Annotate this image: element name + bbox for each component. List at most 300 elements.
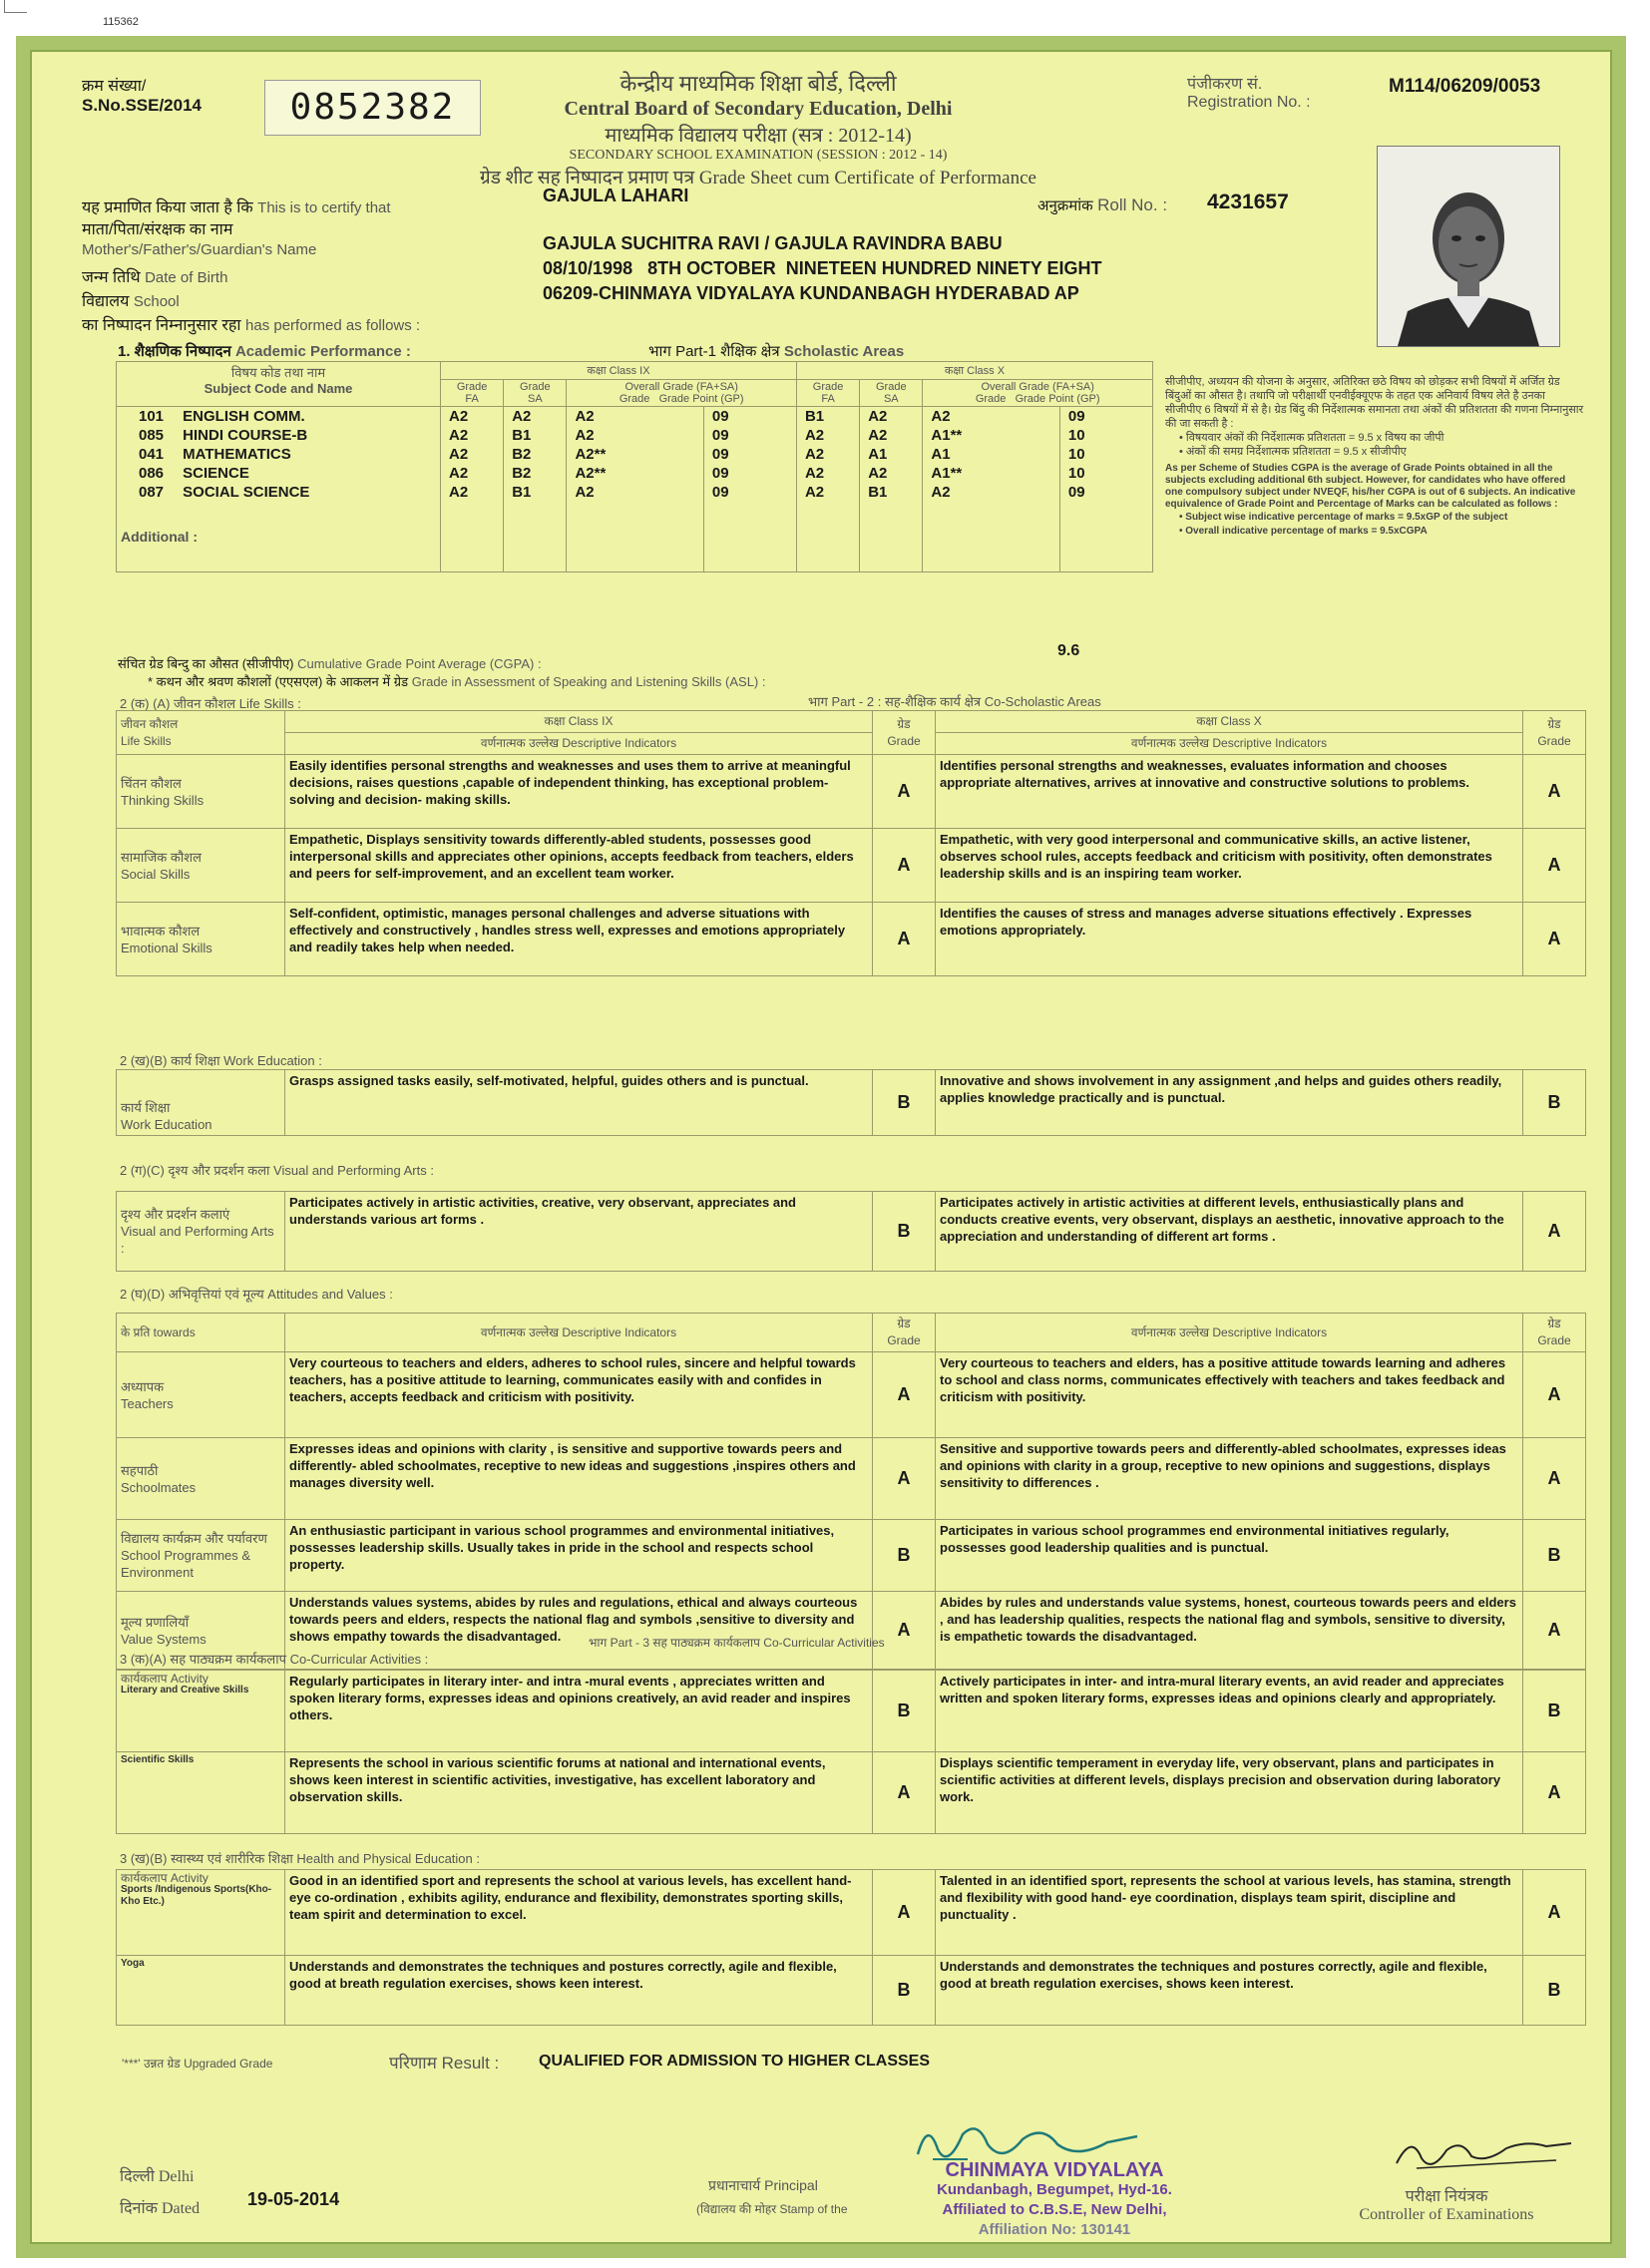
subject-code: 085 [139, 427, 165, 444]
part3-part-hi: भाग [589, 1636, 608, 1650]
attitudes-label [120, 1285, 393, 1303]
roll-number: 4231657 [1207, 190, 1289, 213]
subject-code: 041 [139, 446, 165, 463]
subject-head [117, 362, 441, 407]
stamp-line-2: Kundanbagh, Begumpet, Hyd-16. [937, 2181, 1172, 2198]
subject-name: HINDI COURSE-B [183, 427, 308, 444]
registration-label-en: Registration No. : [1187, 94, 1311, 111]
grade-en: Grade [1537, 1333, 1571, 1347]
cgpa-value: 9.6 [1057, 642, 1080, 659]
dob-label [82, 265, 227, 287]
asl-label [148, 672, 765, 690]
vpa-label-en: Visual and Performing Arts : [273, 1163, 434, 1178]
certify-label-en: This is to certify that [257, 199, 391, 216]
health-pe-label [120, 1849, 480, 1867]
additional-cell [703, 502, 796, 571]
category-cell [117, 1352, 285, 1438]
place-en: Delhi [158, 2168, 195, 2185]
dated-en: Dated [161, 2200, 201, 2217]
activity-head [121, 1872, 280, 1884]
part2-areas-hi: सह-शैक्षिक कार्य क्षेत्र [884, 694, 982, 709]
att-head [117, 1314, 285, 1352]
grade-en: Grade [887, 733, 921, 748]
category-en: Value Systems [121, 1631, 206, 1647]
place-hi: दिल्ली [120, 2168, 155, 2185]
desc-class9: Good in an identified sport and represents the school at various levels, has excellent hand-eye co-ordination , exhibits agility, endurance and flexibility, demonstrates sporting skills, team spirit and determination to excel. [285, 1870, 873, 1956]
subject-name: SOCIAL SCIENCE [183, 484, 310, 501]
grade-class10: A [1523, 1870, 1586, 1956]
activity-cell [117, 1956, 285, 2026]
co-scholastic-row [117, 1956, 1586, 2026]
work-education-table [116, 1069, 1586, 1136]
dob-label-hi: जन्म तिथि [82, 269, 141, 286]
c10-sa-head [860, 380, 923, 407]
grade-class10: A [1523, 903, 1586, 976]
desc-hi: वर्णनात्मक उल्लेख [480, 736, 560, 750]
grade-class9: B [873, 1671, 936, 1752]
parents-label-hi: माता/पिता/संरक्षक का नाम [82, 221, 233, 238]
desc-class9: Self-confident, optimistic, manages personal challenges and adverse situations with effectively and constructively , handles stress well, expresses and emotions appropriately and readily takes help when needed. [285, 903, 873, 976]
part1-title [648, 341, 904, 361]
serial-label-en: S.No.SSE/2014 [82, 96, 203, 115]
part2-part-en: Part - 2 : [831, 694, 882, 709]
vpa-category [117, 1192, 285, 1272]
part1-areas-en: Scholastic Areas [783, 343, 905, 360]
subject-code: 101 [139, 408, 165, 425]
category-en: School Programmes & Environment [121, 1548, 251, 1580]
activity-head-en: Activity [170, 1871, 208, 1885]
c10-gp: Grade Point (GP) [1015, 393, 1100, 405]
place-label [120, 2164, 194, 2186]
subject-name: MATHEMATICS [183, 446, 291, 463]
subject-row [117, 445, 1153, 464]
c9-grade-point: 09 [703, 464, 796, 483]
dob-value: 08/10/1998 8TH OCTOBER NINETEEN HUNDRED NINETY EIGHT [543, 258, 1102, 278]
c10-overall-grade: A1 [923, 445, 1059, 464]
activity-name: Scientific Skills [121, 1754, 195, 1765]
att-desc9-head [285, 1314, 873, 1352]
att-desc10-head [936, 1314, 1523, 1352]
school-label-en: School [133, 293, 180, 310]
life-desc10-head [936, 733, 1523, 755]
school-label [82, 289, 180, 311]
subject-name-cell [117, 445, 441, 464]
additional-cell [860, 502, 923, 571]
c10-sa-grade: A2 [860, 407, 923, 427]
c9-sa-grade: B2 [504, 445, 567, 464]
vpa-desc-class9: Participates actively in artistic activities, creative, very observant, appreciates and understands various art forms . [285, 1192, 873, 1272]
life-label-hi: 2 (क) (A) जीवन कौशल [120, 696, 236, 711]
c9-sa-grade: A2 [504, 407, 567, 427]
c10-fa-grade: A2 [796, 464, 859, 483]
grade-class10: B [1523, 1671, 1586, 1752]
category-cell [117, 1438, 285, 1520]
grade-class10: A [1523, 755, 1586, 829]
desc-class9: Empathetic, Displays sensitivity towards differently-abled students, possesses good interpersonal skills and appreciates other opinions, accepts feedback from teachers, elders and peers for self-improvement, and an excellent team worker. [285, 829, 873, 903]
c9-sa-grade: Grade [520, 381, 551, 393]
category-hi: मूल्य प्रणालियाँ [121, 1614, 190, 1630]
co-scholastic-row [117, 903, 1586, 976]
visual-arts-label [120, 1161, 434, 1179]
c9-overall-grade: A2 [567, 426, 703, 445]
controller-en: Controller of Examinations [1359, 2206, 1534, 2223]
vpa-desc-class10: Participates actively in artistic activities at different levels, enthusiastically plans and conducts creative events, very observant, displays an aesthetic, innovative approach to the appreciation and understanding of different art forms . [936, 1192, 1523, 1272]
stamp-line-1: CHINMAYA VIDYALAYA [945, 2159, 1164, 2181]
board-name-hi: केन्द्रीय माध्यमिक शिक्षा बोर्ड, दिल्ली [619, 71, 897, 96]
work-grade-class9: B [873, 1070, 936, 1136]
class10-head [796, 362, 1152, 380]
grade-class9: B [873, 1520, 936, 1592]
dated-label [120, 2196, 200, 2218]
desc-class9: Understands values systems, abides by rules and regulations, ethical and always courteous towards peers and elders, respects the national flag and symbols ,sensitive to diversity and shows empathy towards the disadvantaged. [285, 1592, 873, 1670]
c9-sa-grade: B1 [504, 483, 567, 502]
c10-overall-grade: A1** [923, 464, 1059, 483]
cca-label-hi: 3 (क)(A) सह पाठ्यक्रम कार्यकलाप [120, 1652, 286, 1667]
grade-class9: A [873, 1752, 936, 1834]
title-hi: ग्रेड शीट सह निष्पादन प्रमाण पत्र [480, 168, 695, 189]
part3-areas-hi: सह पाठ्यक्रम कार्यकलाप [652, 1636, 760, 1650]
cgpa-note-en-b1: • Subject wise indicative percentage of marks = 9.5xGP of the subject [1179, 512, 1508, 523]
c10-overall: Overall Grade (FA+SA) [981, 381, 1094, 393]
activity-head [121, 1673, 280, 1685]
life-class10-head: कक्षा Class X [936, 711, 1523, 733]
c9-sa: SA [527, 393, 543, 405]
roll-label-hi: अनुक्रमांक [1037, 197, 1093, 214]
c9-overall-grade: A2 [567, 483, 703, 502]
cgpa-note [1165, 375, 1584, 539]
hpe-label-en: Health and Physical Education : [296, 1851, 480, 1866]
grade-class10: A [1523, 1752, 1586, 1834]
vpa-grade-class9: B [873, 1192, 936, 1272]
life-grade10-head [1523, 711, 1586, 755]
c9-grade-point: 09 [703, 483, 796, 502]
life-head-en: Life Skills [121, 733, 172, 748]
c10-grade-point: 09 [1059, 483, 1152, 502]
desc-class9: An enthusiastic participant in various school programmes and environmental initiatives, possesses leadership skills. Usually takes in pride in the school and respects school property. [285, 1520, 873, 1592]
desc-hi: वर्णनात्मक उल्लेख [480, 1324, 560, 1339]
dob-label-en: Date of Birth [145, 269, 228, 286]
additional-label: Additional : [117, 502, 441, 571]
academic-performance-label [118, 341, 411, 361]
asl-label-en: Grade in Assessment of Speaking and Listening Skills (ASL) : [411, 674, 766, 689]
c10-overall-grade: Grade [975, 393, 1007, 405]
grade-en: Grade [1537, 733, 1571, 748]
co-scholastic-row [117, 1352, 1586, 1438]
seal-label [696, 2200, 848, 2217]
grade-class9: A [873, 1438, 936, 1520]
subject-row [117, 483, 1153, 502]
seal-hi: (विद्यालय की मोहर [696, 2202, 777, 2216]
subject-name-cell [117, 426, 441, 445]
work-cat-en: Work Education [121, 1117, 212, 1132]
category-hi: विद्यालय कार्यक्रम और पर्यावरण [121, 1531, 267, 1546]
principal-hi: प्रधानाचार्य [708, 2177, 761, 2193]
additional-cell [796, 502, 859, 571]
vpa-label-hi: 2 (ग)(C) दृश्य और प्रदर्शन कला [120, 1163, 270, 1178]
visual-arts-table [116, 1191, 1586, 1272]
work-grade-class10: B [1523, 1070, 1586, 1136]
c10-fa-grade: A2 [796, 483, 859, 502]
serial-number: 0852382 [264, 80, 481, 136]
co-scholastic-row [117, 1671, 1586, 1752]
certify-row [82, 195, 391, 217]
class10-head-en: Class X [967, 365, 1006, 377]
subject-name: SCIENCE [183, 465, 249, 482]
desc-class9: Regularly participates in literary inter- and intra -mural events , appreciates written and spoken literary forms, expresses ideas and opinions creatively, an avid reader and inspires others. [285, 1671, 873, 1752]
c9-overall-grade: Grade [619, 393, 650, 405]
desc-hi: वर्णनात्मक उल्लेख [1130, 1324, 1210, 1339]
result-value: QUALIFIED FOR ADMISSION TO HIGHER CLASSES [539, 2053, 931, 2070]
student-photo [1377, 146, 1560, 347]
grade-class9: A [873, 1352, 936, 1438]
vpa-cat-hi: दृश्य और प्रदर्शन कलाएं [121, 1207, 230, 1222]
academic-label-hi: 1. शैक्षणिक निष्पादन [118, 343, 231, 360]
activity-cell [117, 1671, 285, 1752]
work-desc-class10: Innovative and shows involvement in any assignment ,and helps and guides others readily, applies knowledge practically and is punctual. [936, 1070, 1523, 1136]
category-en: Social Skills [121, 866, 191, 882]
c9-sa-grade: B1 [504, 426, 567, 445]
c10-overall-head [923, 380, 1153, 407]
c10-grade-point: 10 [1059, 464, 1152, 483]
c10-sa-grade: Grade [876, 381, 907, 393]
att-grade10-head [1523, 1314, 1586, 1352]
subject-row [117, 464, 1153, 483]
c10-fa-grade: A2 [796, 426, 859, 445]
grade-class9: A [873, 1592, 936, 1670]
asl-label-hi: * कथन और श्रवण कौशलों (एएसएल) के आकलन में ग्रेड [148, 674, 409, 689]
hpe-label-hi: 3 (ख)(B) स्वास्थ्य एवं शारीरिक शिक्षा [120, 1851, 293, 1866]
vpa-cat-en: Visual and Performing Arts : [121, 1224, 274, 1256]
c10-overall-grade: A2 [923, 483, 1059, 502]
desc-en: Descriptive Indicators [1212, 736, 1328, 750]
co-scholastic-row [117, 1520, 1586, 1592]
additional-cell [1059, 502, 1152, 571]
part3-part-en: Part - 3 [610, 1636, 650, 1650]
desc-class10: Actively participates in inter- and intra-mural literary events, an avid reader and appreciates written and spoken literary forms, expresses ideas and opinions clearly and appropriately. [936, 1671, 1523, 1752]
result-label [389, 2051, 499, 2074]
c10-sa-grade: A2 [860, 426, 923, 445]
class9-head-en: Class IX [609, 365, 650, 377]
grade-hi: ग्रेड [897, 1317, 911, 1330]
board-name-en: Central Board of Secondary Education, Delhi [564, 98, 953, 120]
activity-name: Yoga [121, 1958, 145, 1969]
activity-cell [117, 1752, 285, 1834]
co-scholastic-row [117, 829, 1586, 903]
co-scholastic-row [117, 1752, 1586, 1834]
desc-class10: Sensitive and supportive towards peers and differently-abled schoolmates, expresses ideas and opinions with clarity in a group, receptive to new opinions and suggestions, displays sensitivity to differences . [936, 1438, 1523, 1520]
grade-class10: B [1523, 1956, 1586, 2026]
cgpa-note-hi: सीजीपीए, अध्ययन की योजना के अनुसार, अतिरिक्त छठे विषय को छोड़कर सभी विषयों में अर्जित ग्रेड बिंदुओं का औसत है। तथापि जो परीक्षार्थी एनवीईक्यूएफ के तहत एक अनिवार्य विषय लेते है उनका सीजीपीए 6 विषयों में से है। ग्रेड बिंदु की निर्देशात्मक समानता तथा अंकों की प्रतिशतता की गणना निम्नानुसार की जा सकती है : [1165, 376, 1584, 430]
work-desc-class9: Grasps assigned tasks easily, self-motivated, helpful, guides others and is punctual. [285, 1070, 873, 1136]
co-curricular-label [120, 1650, 428, 1668]
cca-label-en: Co-Curricular Activities : [289, 1652, 429, 1667]
part3-title [589, 1634, 885, 1651]
part1-part-hi: भाग [648, 343, 671, 360]
registration-label [1187, 72, 1311, 112]
work-cat-hi: कार्य शिक्षा [121, 1100, 171, 1115]
part1-part-en: Part-1 [675, 343, 716, 360]
life-head-hi: जीवन कौशल [121, 716, 179, 731]
principal-en: Principal [764, 2177, 818, 2193]
additional-cell [567, 502, 703, 571]
scan-number: 115362 [103, 16, 139, 28]
academic-label-en: Academic Performance : [234, 343, 411, 360]
category-hi: सहपाठी [121, 1462, 159, 1478]
activity-name: Literary and Creative Skills [121, 1685, 249, 1696]
registration-number: M114/06209/0053 [1389, 76, 1541, 97]
c9-fa-grade: A2 [441, 483, 504, 502]
student-name: GAJULA LAHARI [543, 186, 689, 205]
category-cell [117, 903, 285, 976]
attitudes-table [116, 1313, 1586, 1670]
grade-class10: B [1523, 1520, 1586, 1592]
desc-class9: Expresses ideas and opinions with clarity , is sensitive and supportive towards peers and differently- abled schoolmates, receptive to new ideas and suggestions ,inspires others and manages diversity well. [285, 1438, 873, 1520]
cgpa-label-en: Cumulative Grade Point Average (CGPA) : [297, 656, 542, 671]
certificate-sheet [16, 36, 1626, 2258]
desc-en: Descriptive Indicators [1212, 1324, 1328, 1339]
desc-en: Descriptive Indicators [562, 1324, 677, 1339]
c10-sa-grade: A1 [860, 445, 923, 464]
performed-label-en: has performed as follows : [245, 317, 421, 334]
c9-gp: Grade Point (GP) [658, 393, 744, 405]
category-cell [117, 755, 285, 829]
c9-overall-head [567, 380, 797, 407]
part2-title [808, 692, 1101, 710]
life-label-en: Life Skills : [238, 696, 301, 711]
title-en: Grade Sheet cum Certificate of Performance [698, 168, 1036, 189]
academic-table [116, 361, 1153, 572]
att-label-hi: 2 (घ)(D) अभिवृत्तियां एवं मूल्य [120, 1287, 264, 1302]
part1-areas-hi: शैक्षिक क्षेत्र [720, 343, 780, 360]
c10-fa: FA [821, 393, 835, 405]
certify-label-hi: यह प्रमाणित किया जाता है कि [82, 199, 253, 216]
upgraded-mark: '***' [122, 2057, 141, 2071]
subject-row [117, 426, 1153, 445]
desc-class10: Talented in an identified sport, represents the school at various levels, has stamina, strength and flexibility with good hand- eye coordination, displays team spirit, discipline and punctuality . [936, 1870, 1523, 1956]
cgpa-note-hi-b1: • विषयवार अंकों की निर्देशात्मक प्रतिशतता = 9.5 x विषय का जीपी [1179, 432, 1444, 444]
desc-class10: Identifies personal strengths and weaknesses, evaluates information and chooses appropriate alternatives, arrives at innovative and constructive solutions to problems. [936, 755, 1523, 829]
desc-class10: Identifies the causes of stress and manages adverse situations effectively . Expresses emotions appropriately. [936, 903, 1523, 976]
c9-sa-head [504, 380, 567, 407]
grade-class10: A [1523, 1438, 1586, 1520]
desc-class9: Understands and demonstrates the techniques and postures correctly, agile and flexible, good at breath regulation exercises, shows keen interest. [285, 1956, 873, 2026]
c9-fa-grade: A2 [441, 426, 504, 445]
result-label-en: Result : [441, 2054, 500, 2073]
registration-label-hi: पंजीकरण सं. [1187, 76, 1263, 93]
desc-hi: वर्णनात्मक उल्लेख [1130, 736, 1210, 750]
activity-head-hi: कार्यकलाप [121, 1871, 168, 1885]
c10-fa-grade: Grade [812, 381, 844, 393]
health-pe-table [116, 1869, 1586, 2026]
category-hi: सामाजिक कौशल [121, 849, 202, 865]
class9-head [441, 362, 797, 380]
c9-fa-grade: A2 [441, 445, 504, 464]
controller-hi: परीक्षा नियंत्रक [1405, 2188, 1488, 2205]
life-desc9-head [285, 733, 873, 755]
cgpa-note-en: As per Scheme of Studies CGPA is the average of Grade Points obtained in all the subjects excluding additional 6th subject. However, for candidates who have offered one compulsory subject under NVEQF, his/her CGPA is out of 6 subjects. An indicative equivalence of Grade Point and Percentage of Marks can be calculated as follows : [1165, 463, 1576, 510]
upgraded-grade-note [122, 2055, 272, 2072]
grade-class10: A [1523, 829, 1586, 903]
c10-sa: SA [883, 393, 899, 405]
category-cell [117, 1520, 285, 1592]
c9-overall-grade: A2** [567, 445, 703, 464]
exam-name-en: SECONDARY SCHOOL EXAMINATION (SESSION : 2012 - 14) [569, 148, 948, 163]
activity-name: Sports /Indigenous Sports(Kho-Kho Etc.) [121, 1884, 272, 1907]
subject-name-cell [117, 407, 441, 427]
c9-grade-point: 09 [703, 445, 796, 464]
category-hi: भावात्मक कौशल [121, 923, 201, 939]
stamp-line-4: Affiliation No: 130141 [978, 2221, 1131, 2238]
desc-class10: Empathetic, with very good interpersonal and communicative skills, an active listener, observes school rules, accepts feedback and criticism with positivity, often demonstrates leadership skills and is an inspiring team worker. [936, 829, 1523, 903]
additional-cell [504, 502, 567, 571]
part2-areas-en: Co-Scholastic Areas [984, 694, 1101, 709]
c9-fa-grade: Grade [456, 381, 488, 393]
c9-overall-grade: A2 [567, 407, 703, 427]
att-head-hi: के प्रति [121, 1324, 151, 1339]
grade-class9: A [873, 903, 936, 976]
subject-name-cell [117, 483, 441, 502]
desc-class9: Very courteous to teachers and elders, adheres to school rules, sincere and helpful towards teachers, has a positive attitude to learning, communicates easily with and confides in teachers, accepts feedback and criticism with positivity. [285, 1352, 873, 1438]
work-category [117, 1070, 285, 1136]
c10-overall-grade: A2 [923, 407, 1059, 427]
activity-head-en: Activity [170, 1672, 208, 1686]
subject-row [117, 407, 1153, 427]
subject-head-en: Subject Code and Name [204, 381, 353, 396]
subject-name: ENGLISH COMM. [183, 408, 305, 425]
result-label-hi: परिणाम [389, 2054, 437, 2073]
c9-grade-point: 09 [703, 426, 796, 445]
category-en: Schoolmates [121, 1479, 197, 1495]
desc-class9: Easily identifies personal strengths and weaknesses and uses them to arrive at meaningful decisions, raises questions ,capable of independent thinking, has exceptional problem- solving and decision- making skills. [285, 755, 873, 829]
c9-overall: Overall Grade (FA+SA) [624, 381, 738, 393]
serial-label [82, 74, 202, 116]
work-label-en: Work Education : [223, 1053, 322, 1068]
performed-label-hi: का निष्पादन निम्नानुसार रहा [82, 317, 241, 334]
life-head [117, 711, 285, 755]
c9-overall-grade: A2** [567, 464, 703, 483]
grade-class10: A [1523, 1592, 1586, 1670]
serial-label-hi: क्रम संख्या/ [82, 78, 147, 95]
board-header [459, 68, 1057, 189]
upgraded-en: Upgraded Grade [184, 2057, 273, 2071]
c10-grade-point: 09 [1059, 407, 1152, 427]
life-grade9-head [873, 711, 936, 755]
roll-label [1037, 195, 1167, 215]
c10-fa-grade: A2 [796, 445, 859, 464]
dated-hi: दिनांक [120, 2200, 158, 2217]
grade-en: Grade [887, 1333, 921, 1347]
parents-label-en: Mother's/Father's/Guardian's Name [82, 241, 317, 258]
co-curricular-table [116, 1670, 1586, 1834]
work-label-hi: 2 (ख)(B) कार्य शिक्षा [120, 1053, 220, 1068]
c10-fa-grade: B1 [796, 407, 859, 427]
cgpa-label-hi: संचित ग्रेड बिन्दु का औसत (सीजीपीए) [118, 656, 294, 671]
subject-code: 087 [139, 484, 165, 501]
att-grade9-head [873, 1314, 936, 1352]
desc-class10: Participates in various school programmes end environmental initiatives regularly, possesses good leadership qualities and is punctual. [936, 1520, 1523, 1592]
cgpa-note-hi-b2: • अंकों की समग्र निर्देशात्मक प्रतिशतता = 9.5 x सीजीपीए [1179, 446, 1407, 458]
cgpa-label [118, 654, 542, 672]
subject-head-hi: विषय कोड तथा नाम [230, 365, 326, 380]
upgraded-hi: उन्नत ग्रेड [143, 2057, 181, 2071]
controller-label [1327, 2184, 1566, 2224]
cgpa-note-en-b2: • Overall indicative percentage of marks = 9.5xCGPA [1179, 526, 1428, 537]
vpa-grade-class10: A [1523, 1192, 1586, 1272]
additional-cell [923, 502, 1059, 571]
grade-class9: A [873, 1870, 936, 1956]
c10-grade-point: 10 [1059, 445, 1152, 464]
grade-class10: A [1523, 1352, 1586, 1438]
